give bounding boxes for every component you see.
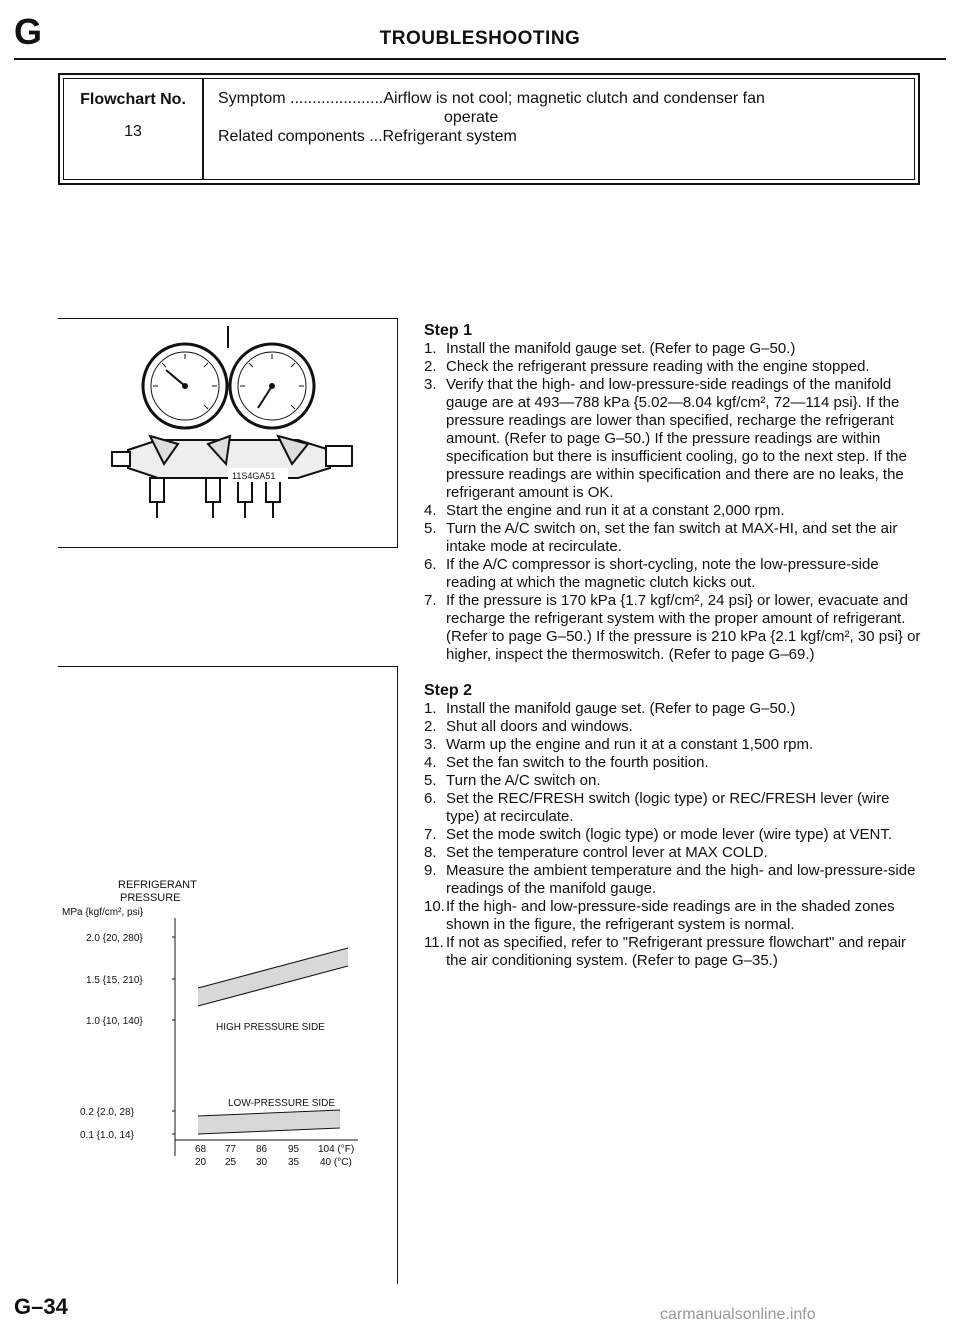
low-pressure-label: LOW-PRESSURE SIDE xyxy=(228,1098,336,1109)
related-components-value: Refrigerant system xyxy=(382,128,517,145)
watermark-text: carmanualsonline.info xyxy=(660,1306,816,1323)
step-text: If not as specified, refer to "Refrigerant pressure flowchart" and repair the air conditioning system. (Refer to page G–35.) xyxy=(446,934,907,969)
x-tick-c-40: 40 (°C) xyxy=(320,1157,352,1168)
x-tick-f-68: 68 xyxy=(195,1144,207,1155)
step-text: Install the manifold gauge set. (Refer to page G–50.) xyxy=(446,340,796,357)
step-item xyxy=(424,376,922,502)
chart-title-line1: REFRIGERANT xyxy=(118,879,197,891)
header-divider xyxy=(14,58,946,60)
procedure-steps xyxy=(424,322,922,970)
step-item xyxy=(424,592,922,664)
page-number: G–34 xyxy=(14,1294,68,1319)
step-number: 5. xyxy=(424,772,437,789)
step-number: 7. xyxy=(424,592,437,609)
step-text: Shut all doors and windows. xyxy=(446,718,633,735)
x-tick-c-35: 35 xyxy=(288,1157,300,1168)
step-text: Set the mode switch (logic type) or mode lever (wire type) at VENT. xyxy=(446,826,893,843)
low-pressure-zone xyxy=(198,1110,340,1134)
flowchart-number: 13 xyxy=(124,123,142,140)
manifold-gauge-illustration xyxy=(58,318,398,548)
y-tick-1-5: 1.5 {15, 210} xyxy=(86,975,143,986)
step-item xyxy=(424,772,922,790)
step-number: 9. xyxy=(424,862,437,879)
step-item xyxy=(424,826,922,844)
step-item xyxy=(424,556,922,592)
symptom-cell xyxy=(204,79,853,179)
page-title: TROUBLESHOOTING xyxy=(379,28,581,49)
refrigerant-pressure-figure xyxy=(58,666,398,1284)
y-tick-0-1: 0.1 {1.0, 14} xyxy=(80,1130,134,1141)
step-text: Set the fan switch to the fourth position. xyxy=(446,754,709,771)
step-number: 1. xyxy=(424,700,437,717)
step-item xyxy=(424,520,922,556)
step-item xyxy=(424,790,922,826)
chart-title-line2: PRESSURE xyxy=(120,892,181,904)
step-text: Verify that the high- and low-pressure-side readings of the manifold gauge are at 493—788 kPa {5.02—8.04 kgf/cm², 72—114 psi}. If the pressure readings are lower than specified, recharge the refrigerant amount. (Refer to page G–50.) If the pressure readings are within specification but there is insufficient cooling, go to the next step. If the pressure readings are within specification and there are no leaks, the refrigerant amount is OK. xyxy=(446,376,907,501)
step-number: 3. xyxy=(424,376,437,393)
step-item xyxy=(424,700,922,718)
step-number: 7. xyxy=(424,826,437,843)
step-number: 6. xyxy=(424,556,437,573)
step-text: Start the engine and run it at a constant 2,000 rpm. xyxy=(446,502,785,519)
step-item xyxy=(424,736,922,754)
step-number: 2. xyxy=(424,358,437,375)
chart-unit-label: MPa {kgf/cm², psi} xyxy=(62,907,144,918)
refrigerant-pressure-chart xyxy=(58,666,398,1284)
flowchart-number-cell xyxy=(64,79,204,179)
step1-title: Step 1 xyxy=(424,322,473,339)
x-tick-f-95: 95 xyxy=(288,1144,300,1155)
x-tick-f-77: 77 xyxy=(225,1144,237,1155)
step-text: Set the REC/FRESH switch (logic type) or REC/FRESH lever (wire type) at recirculate. xyxy=(446,790,890,825)
step-text: Turn the A/C switch on, set the fan switch at MAX-HI, and set the air intake mode at recirculate. xyxy=(446,520,898,555)
flowchart-info-box xyxy=(58,73,920,185)
y-tick-1-0: 1.0 {10, 140} xyxy=(86,1016,143,1027)
step-text: If the pressure is 170 kPa {1.7 kgf/cm², 24 psi} or lower, evacuate and recharge the refrigerant system with the proper amount of refrigerant. (Refer to page G–50.) If the pressure is 210 kPa {2.1 kgf/cm², 30 psi} or higher, inspect the thermoswitch. (Refer to page G–69.) xyxy=(446,592,921,663)
step2-title: Step 2 xyxy=(424,682,473,699)
step1-list xyxy=(424,340,922,664)
step2-list xyxy=(424,700,922,970)
manifold-gauge-figure xyxy=(58,318,398,548)
section-letter: G xyxy=(14,11,43,52)
step-item xyxy=(424,934,922,970)
high-pressure-label: HIGH PRESSURE SIDE xyxy=(216,1022,325,1033)
step-text: Measure the ambient temperature and the high- and low-pressure-side readings of the manifold gauge. xyxy=(446,862,916,897)
step-number: 1. xyxy=(424,340,437,357)
step-text: Set the temperature control lever at MAX COLD. xyxy=(446,844,768,861)
step-item xyxy=(424,358,922,376)
step-item xyxy=(424,862,922,898)
step-number: 6. xyxy=(424,790,437,807)
step-item xyxy=(424,754,922,772)
x-tick-f-104: 104 (°F) xyxy=(318,1144,355,1155)
step-number: 4. xyxy=(424,754,437,771)
y-tick-2-0: 2.0 {20, 280} xyxy=(86,933,143,944)
y-tick-0-2: 0.2 {2.0, 28} xyxy=(80,1107,134,1118)
step-number: 2. xyxy=(424,718,437,735)
related-components-label: Related components ... xyxy=(218,128,383,145)
step-number: 5. xyxy=(424,520,437,537)
step-number: 3. xyxy=(424,736,437,753)
flowchart-label: Flowchart No. xyxy=(80,91,186,108)
step-number: 11. xyxy=(424,934,444,951)
step-text: Check the refrigerant pressure reading with the engine stopped. xyxy=(446,358,870,375)
step-number: 10. xyxy=(424,898,445,915)
step-text: Turn the A/C switch on. xyxy=(446,772,601,789)
figure-code-label: 11S4GA51 xyxy=(232,471,276,481)
step-text: If the high- and low-pressure-side readings are in the shaded zones shown in the figure, the refrigerant system is normal. xyxy=(446,898,895,933)
x-tick-c-25: 25 xyxy=(225,1157,237,1168)
step-item xyxy=(424,340,922,358)
step-text: If the A/C compressor is short-cycling, note the low-pressure-side reading at which the magnetic clutch kicks out. xyxy=(446,556,879,591)
step-text: Install the manifold gauge set. (Refer to page G–50.) xyxy=(446,700,796,717)
x-tick-f-86: 86 xyxy=(256,1144,268,1155)
x-tick-c-20: 20 xyxy=(195,1157,207,1168)
symptom-value-cont: operate xyxy=(444,109,499,126)
step-item xyxy=(424,898,922,934)
symptom-value: Airflow is not cool; magnetic clutch and condenser fan xyxy=(383,90,765,107)
step-item xyxy=(424,502,922,520)
step-text: Warm up the engine and run it at a constant 1,500 rpm. xyxy=(446,736,814,753)
step-item xyxy=(424,718,922,736)
symptom-label: Symptom ..................... xyxy=(218,90,384,107)
high-pressure-zone xyxy=(198,948,348,1006)
step-item xyxy=(424,844,922,862)
x-tick-c-30: 30 xyxy=(256,1157,268,1168)
step-number: 8. xyxy=(424,844,437,861)
step-number: 4. xyxy=(424,502,437,519)
